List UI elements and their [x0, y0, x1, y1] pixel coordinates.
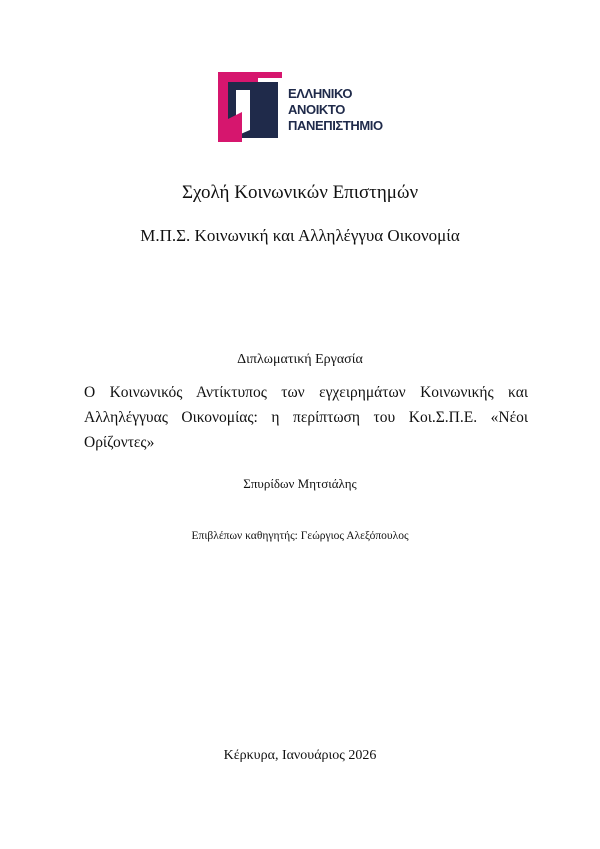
logo-line-2: ΑΝΟΙΚΤΟ [288, 102, 345, 117]
author-name: Σπυρίδων Μητσιάλης [243, 476, 357, 491]
logo-line-3: ΠΑΝΕΠΙΣΤΗΜΙΟ [288, 118, 383, 133]
university-logo-icon [218, 72, 282, 142]
supervisor: Επιβλέπων καθηγητής: Γεώργιος Αλεξόπουλος [191, 530, 409, 542]
university-logo [218, 72, 408, 144]
logo-line-1: ΕΛΛΗΝΙΚΟ [288, 86, 353, 101]
program-name: Μ.Π.Σ. Κοινωνική και Αλληλέγγυα Οικονομία [140, 226, 460, 245]
school-name: Σχολή Κοινωνικών Επιστημών [181, 182, 419, 203]
thesis-type: Διπλωματική Εργασία [237, 352, 363, 367]
place-date: Κέρκυρα, Ιανουάριος 2026 [223, 748, 377, 763]
university-logo-text [288, 86, 383, 134]
thesis-title: Ο Κοινωνικός Αντίκτυπος των εγχειρημάτων Κοινωνικής και Αλληλέγγυας Οικονομίας: η περίπτωση του Κοι.Σ.Π.Ε. «Νέοι Ορίζοντες» [84, 384, 528, 451]
